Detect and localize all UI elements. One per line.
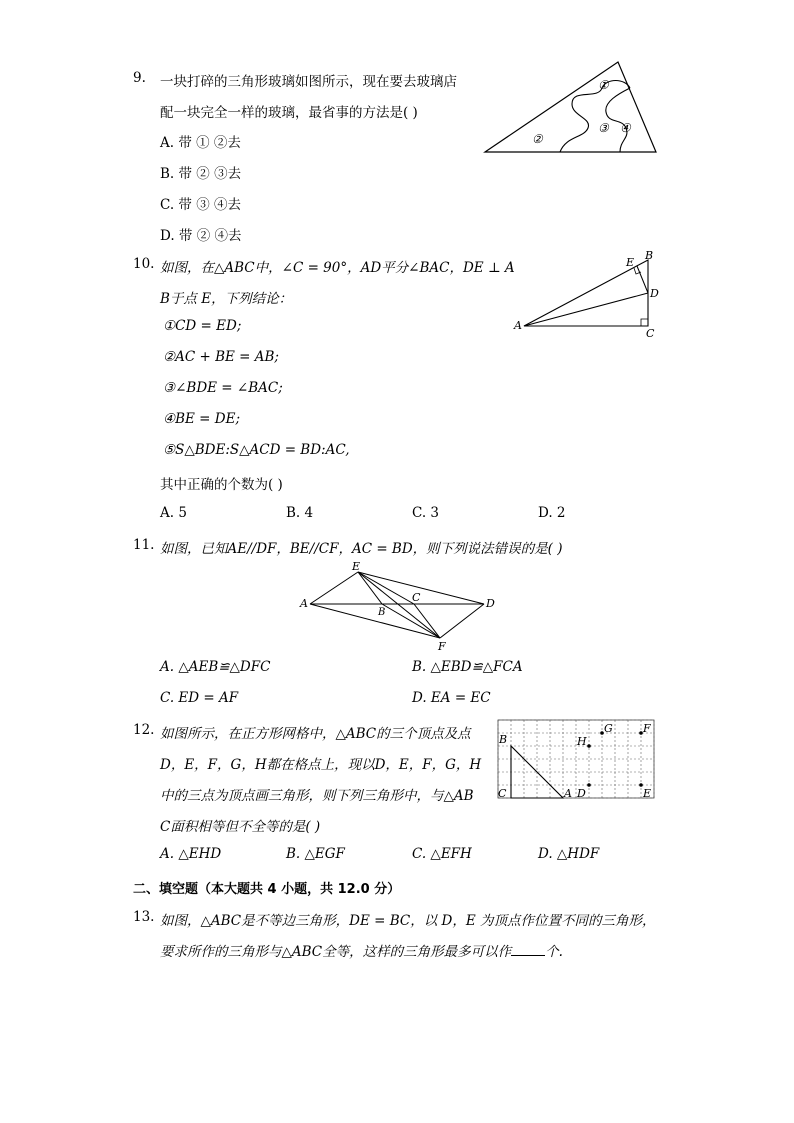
q9-piece-4-label: ④: [620, 121, 631, 135]
q10-label-c: C: [646, 327, 655, 340]
q10-option-d[interactable]: D. 2: [538, 505, 566, 521]
section2-title: 二、填空题（本大题共 4 小题，共 12.0 分）: [133, 882, 401, 897]
q13-answer-blank[interactable]: [511, 943, 545, 956]
q11-option-a[interactable]: A. △AEB≌△DFC: [160, 659, 271, 675]
q10-stem-line1: 如图，在△ABC中，∠C = 90°，AD平分∠BAC，DE ⊥ A: [160, 260, 515, 276]
q10-number: 10.: [133, 256, 155, 272]
q10-conclusion-4: ④BE = DE;: [163, 411, 240, 427]
q13-number: 13.: [133, 909, 155, 925]
q9-stem-line2: 配一块完全一样的玻璃，最省事的方法是( ): [160, 105, 418, 121]
q9-option-c[interactable]: C. 带 ③ ④去: [160, 197, 242, 213]
q9-broken-glass-figure: [480, 58, 665, 158]
q11-label-e: E: [352, 560, 361, 573]
q12-label-f: F: [643, 722, 651, 735]
q9-number: 9.: [133, 70, 146, 86]
q10-conclusion-3: ③∠BDE = ∠BAC;: [163, 380, 283, 396]
q12-stem-line2: D，E，F，G，H都在格点上，现以D，E，F，G，H: [160, 757, 482, 773]
q11-option-b[interactable]: B. △EBD≌△FCA: [412, 659, 523, 675]
q13-stem-line2-end: 个.: [545, 944, 563, 960]
q9-option-a[interactable]: A. 带 ① ②去: [160, 135, 241, 151]
q12-stem-line3: 中的三点为顶点画三角形，则下列三角形中，与△AB: [160, 788, 474, 804]
q9-piece-2-label: ②: [532, 132, 543, 146]
q11-stem: 如图，已知AE//DF，BE//CF，AC = BD，则下列说法错误的是( ): [160, 541, 563, 557]
q10-label-d: D: [650, 287, 659, 300]
q9-option-d[interactable]: D. 带 ② ④去: [160, 228, 242, 244]
q11-parallel-figure: [298, 560, 500, 654]
q12-label-h: H: [577, 735, 587, 748]
q12-option-a[interactable]: A. △EHD: [160, 846, 222, 862]
q12-stem-line1: 如图所示，在正方形网格中，△ABC的三个顶点及点: [160, 726, 471, 742]
q12-label-a: A: [564, 787, 572, 800]
q12-option-c[interactable]: C. △EFH: [412, 846, 472, 862]
q12-stem-line4: C面积相等但不全等的是( ): [160, 819, 321, 835]
q13-stem-line2: [160, 940, 563, 960]
q13-stem-line2-text: 要求所作的三角形与△ABC全等，这样的三角形最多可以作: [160, 944, 512, 960]
q12-label-b: B: [499, 733, 508, 746]
q11-option-c[interactable]: C. ED = AF: [160, 690, 239, 706]
q10-option-c[interactable]: C. 3: [412, 505, 440, 521]
q10-label-b: B: [645, 249, 654, 262]
q10-option-b[interactable]: B. 4: [286, 505, 314, 521]
q9-piece-1-label: ①: [598, 78, 609, 92]
q10-question: 其中正确的个数为( ): [160, 477, 283, 493]
q11-label-d: D: [486, 597, 495, 610]
q10-label-a: A: [514, 319, 522, 332]
q9-option-b[interactable]: B. 带 ② ③去: [160, 166, 242, 182]
q12-grid-figure: [494, 716, 660, 802]
q12-option-d[interactable]: D. △HDF: [538, 846, 600, 862]
q10-conclusion-2: ②AC + BE = AB;: [163, 349, 279, 365]
q10-stem-line2: B于点 E，下列结论：: [160, 291, 293, 307]
q12-number: 12.: [133, 722, 155, 738]
q10-conclusion-1: ①CD = ED;: [163, 318, 242, 334]
q10-option-a[interactable]: A. 5: [160, 505, 187, 521]
q9-stem-line1: 一块打碎的三角形玻璃如图所示，现在要去玻璃店: [160, 74, 457, 90]
q11-label-f: F: [438, 640, 446, 653]
q9-piece-3-label: ③: [598, 121, 609, 135]
q11-label-c: C: [412, 591, 421, 604]
q11-label-b: B: [378, 607, 386, 618]
q12-label-e: E: [643, 787, 652, 800]
q10-label-e: E: [626, 256, 635, 269]
q12-label-c: C: [498, 787, 507, 800]
q10-conclusion-5: ⑤S△BDE:S△ACD = BD:AC,: [163, 442, 350, 458]
q11-number: 11.: [133, 537, 155, 553]
q11-option-d[interactable]: D. EA = EC: [412, 690, 491, 706]
q11-label-a: A: [300, 597, 308, 610]
q10-triangle-figure: [510, 248, 660, 340]
q12-label-d: D: [577, 787, 586, 800]
q12-label-g: G: [604, 722, 613, 735]
q12-option-b[interactable]: B. △EGF: [286, 846, 345, 862]
q13-stem-line1: 如图，△ABC是不等边三角形，DE = BC，以 D，E 为顶点作位置不同的三角形，: [160, 913, 656, 929]
